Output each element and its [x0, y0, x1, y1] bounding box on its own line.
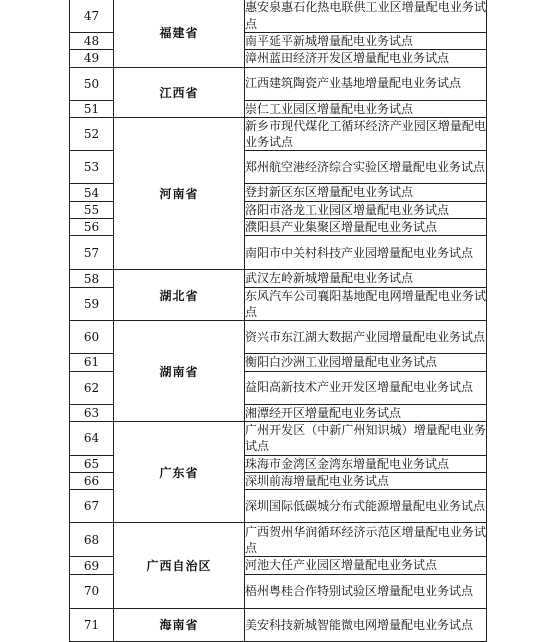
project-name: 郑州航空港经济综合实验区增量配电业务试点	[245, 151, 487, 184]
province-cell: 江西省	[114, 67, 245, 117]
project-name: 广州开发区（中新广州知识城）增量配电业务试点	[245, 423, 486, 454]
row-number: 60	[70, 321, 114, 354]
project-name: 广西贺州华润循环经济示范区增量配电业务试点	[245, 524, 486, 555]
project-name: 珠海市金湾区金湾东增量配电业务试点	[245, 455, 487, 472]
project-name: 益阳高新技术产业开发区增量配电业务试点	[245, 371, 487, 404]
project-name: 洛阳市洛龙工业园区增量配电业务试点	[245, 201, 487, 218]
row-number: 56	[70, 219, 114, 236]
table-row	[70, 608, 487, 641]
row-number: 54	[70, 184, 114, 201]
row-number: 52	[70, 117, 114, 151]
row-number: 51	[70, 100, 114, 117]
project-name: 武汉左岭新城增量配电业务试点	[245, 270, 487, 287]
row-number: 62	[70, 371, 114, 404]
row-number: 49	[70, 50, 114, 67]
row-number: 66	[70, 473, 114, 490]
row-number: 70	[70, 574, 114, 608]
province-cell: 湖南省	[114, 321, 245, 422]
row-number: 67	[70, 490, 114, 523]
project-name: 衡阳白沙洲工业园增量配电业务试点	[245, 354, 487, 371]
project-name: 登封新区东区增量配电业务试点	[245, 184, 487, 201]
table-row	[70, 421, 487, 455]
province-cell: 广西自治区	[114, 523, 245, 608]
row-number: 53	[70, 151, 114, 184]
project-name: 深圳前海增量配电业务试点	[245, 473, 487, 490]
row-number: 64	[70, 421, 114, 455]
province-cell: 河南省	[114, 117, 245, 269]
row-number: 57	[70, 236, 114, 270]
province-cell: 福建省	[114, 0, 245, 67]
row-number: 47	[70, 0, 114, 33]
row-number: 61	[70, 354, 114, 371]
project-name: 南平延平新城增量配电业务试点	[245, 33, 487, 50]
project-name: 南阳市中关村科技产业园增量配电业务试点	[245, 236, 487, 270]
province-cell: 海南省	[114, 608, 245, 641]
row-number: 55	[70, 201, 114, 218]
table-row	[70, 270, 487, 287]
row-number: 59	[70, 287, 114, 321]
row-number: 58	[70, 270, 114, 287]
row-number: 50	[70, 67, 114, 100]
pilot-projects-table	[69, 0, 487, 642]
project-name: 河池大任产业园区增量配电业务试点	[245, 557, 487, 574]
project-name: 新乡市现代煤化工循环经济产业园区增量配电业务试点	[245, 118, 486, 150]
table-row	[70, 0, 487, 33]
project-name: 深圳国际低碳城分布式能源增量配电业务试点	[245, 490, 487, 523]
project-name: 惠安泉惠石化热电联供工业区增量配电业务试点	[245, 0, 486, 31]
province-cell: 湖北省	[114, 270, 245, 321]
table-row	[70, 67, 487, 100]
province-cell: 广东省	[114, 421, 245, 523]
table-row	[70, 117, 487, 151]
project-name: 湘潭经开区增量配电业务试点	[245, 404, 487, 421]
table-row	[70, 321, 487, 354]
table-row	[70, 523, 487, 557]
project-name: 美安科技新城智能微电网增量配电业务试点	[245, 608, 487, 641]
row-number: 68	[70, 523, 114, 557]
project-name: 梧州粤桂合作特别试验区增量配电业务试点	[245, 574, 487, 608]
project-name: 资兴市东江湖大数据产业园增量配电业务试点	[245, 321, 487, 354]
project-name: 江西建筑陶瓷产业基地增量配电业务试点	[245, 67, 487, 100]
row-number: 65	[70, 455, 114, 472]
row-number: 48	[70, 33, 114, 50]
project-name: 濮阳县产业集聚区增量配电业务试点	[245, 219, 487, 236]
project-name: 东风汽车公司襄阳基地配电网增量配电业务试点	[245, 288, 486, 319]
row-number: 71	[70, 608, 114, 641]
row-number: 69	[70, 557, 114, 574]
row-number: 63	[70, 404, 114, 421]
project-name: 崇仁工业园区增量配电业务试点	[245, 100, 487, 117]
project-name: 漳州蓝田经济开发区增量配电业务试点	[245, 50, 487, 67]
